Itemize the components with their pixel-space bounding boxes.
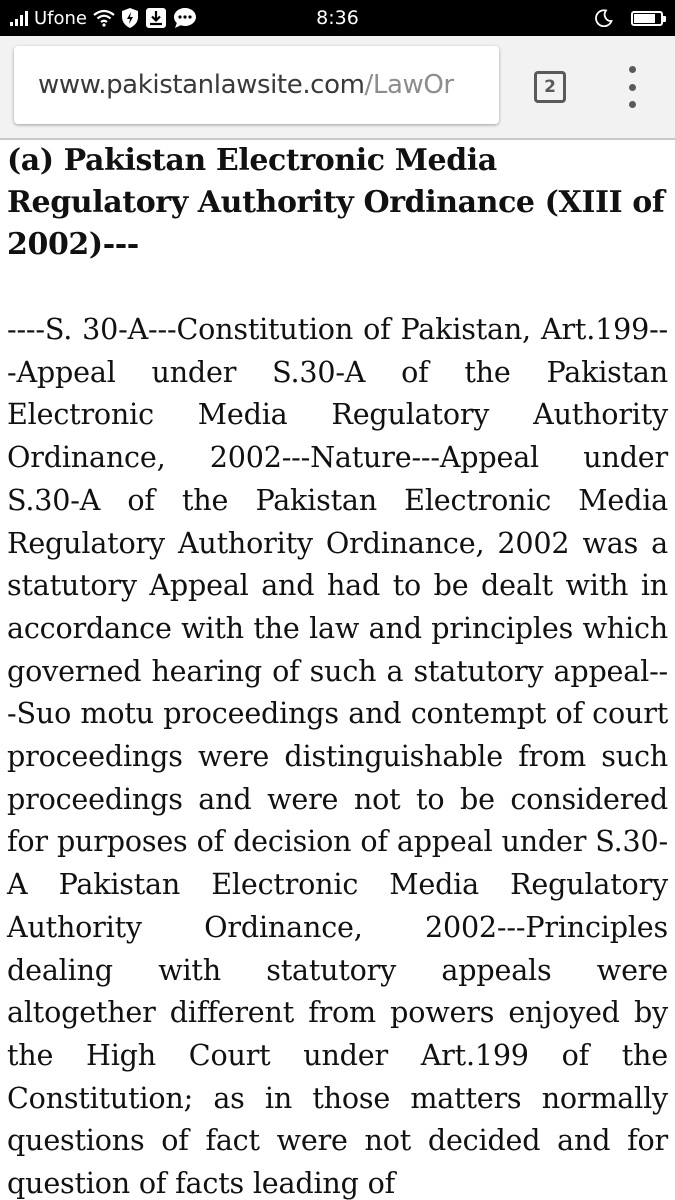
- tab-switcher-button[interactable]: 2: [534, 71, 566, 103]
- url-path: /LawOr: [364, 70, 454, 100]
- moon-icon: [595, 9, 613, 27]
- address-bar[interactable]: [14, 46, 499, 124]
- url-fade-overlay: [481, 46, 499, 124]
- overflow-menu-button[interactable]: [618, 66, 646, 108]
- battery-level-fill: [634, 14, 655, 23]
- battery-icon: [631, 11, 663, 26]
- menu-dot: [629, 84, 636, 91]
- status-bar: [0, 0, 675, 36]
- ordinance-body-text: ----S. 30-A---Constitution of Pakistan, Art.199---Appeal under S.30-A of the Pakistan Electronic Media Regulatory Authority Ordinance, 2002---Nature---Appeal under S.30-A of the Pakistan Electronic Media Regulatory Authority Ordinance, 2002 was a statutory Appeal and had to be dealt with in accordance with the law and principles which governed hearing of such a statutory appeal---Suo motu proceedings and contempt of court proceedings were distinguishable from such proceedings and were not to be considered for purposes of decision of appeal under S.30-A Pakistan Electronic Media Regulatory Authority Ordinance, 2002---Principles dealing with statutory appeals were altogether different from powers enjoyed by the High Court under Art.199 of the Constitution; as in those matters normally questions of fact were not decided and for question of facts leading of: [7, 312, 668, 1200]
- page-content: [7, 140, 668, 1200]
- carrier-name: Ufone: [34, 7, 88, 29]
- status-right-group: [595, 0, 663, 36]
- menu-dot: [629, 101, 636, 108]
- url-domain: www.pakistanlawsite.com: [38, 70, 365, 100]
- status-time: 8:36: [316, 7, 359, 29]
- ordinance-heading: (a) Pakistan Electronic Media Regulatory Authority Ordinance (XIII of 2002)---: [7, 143, 665, 262]
- menu-dot: [629, 66, 636, 73]
- browser-toolbar: [0, 36, 675, 140]
